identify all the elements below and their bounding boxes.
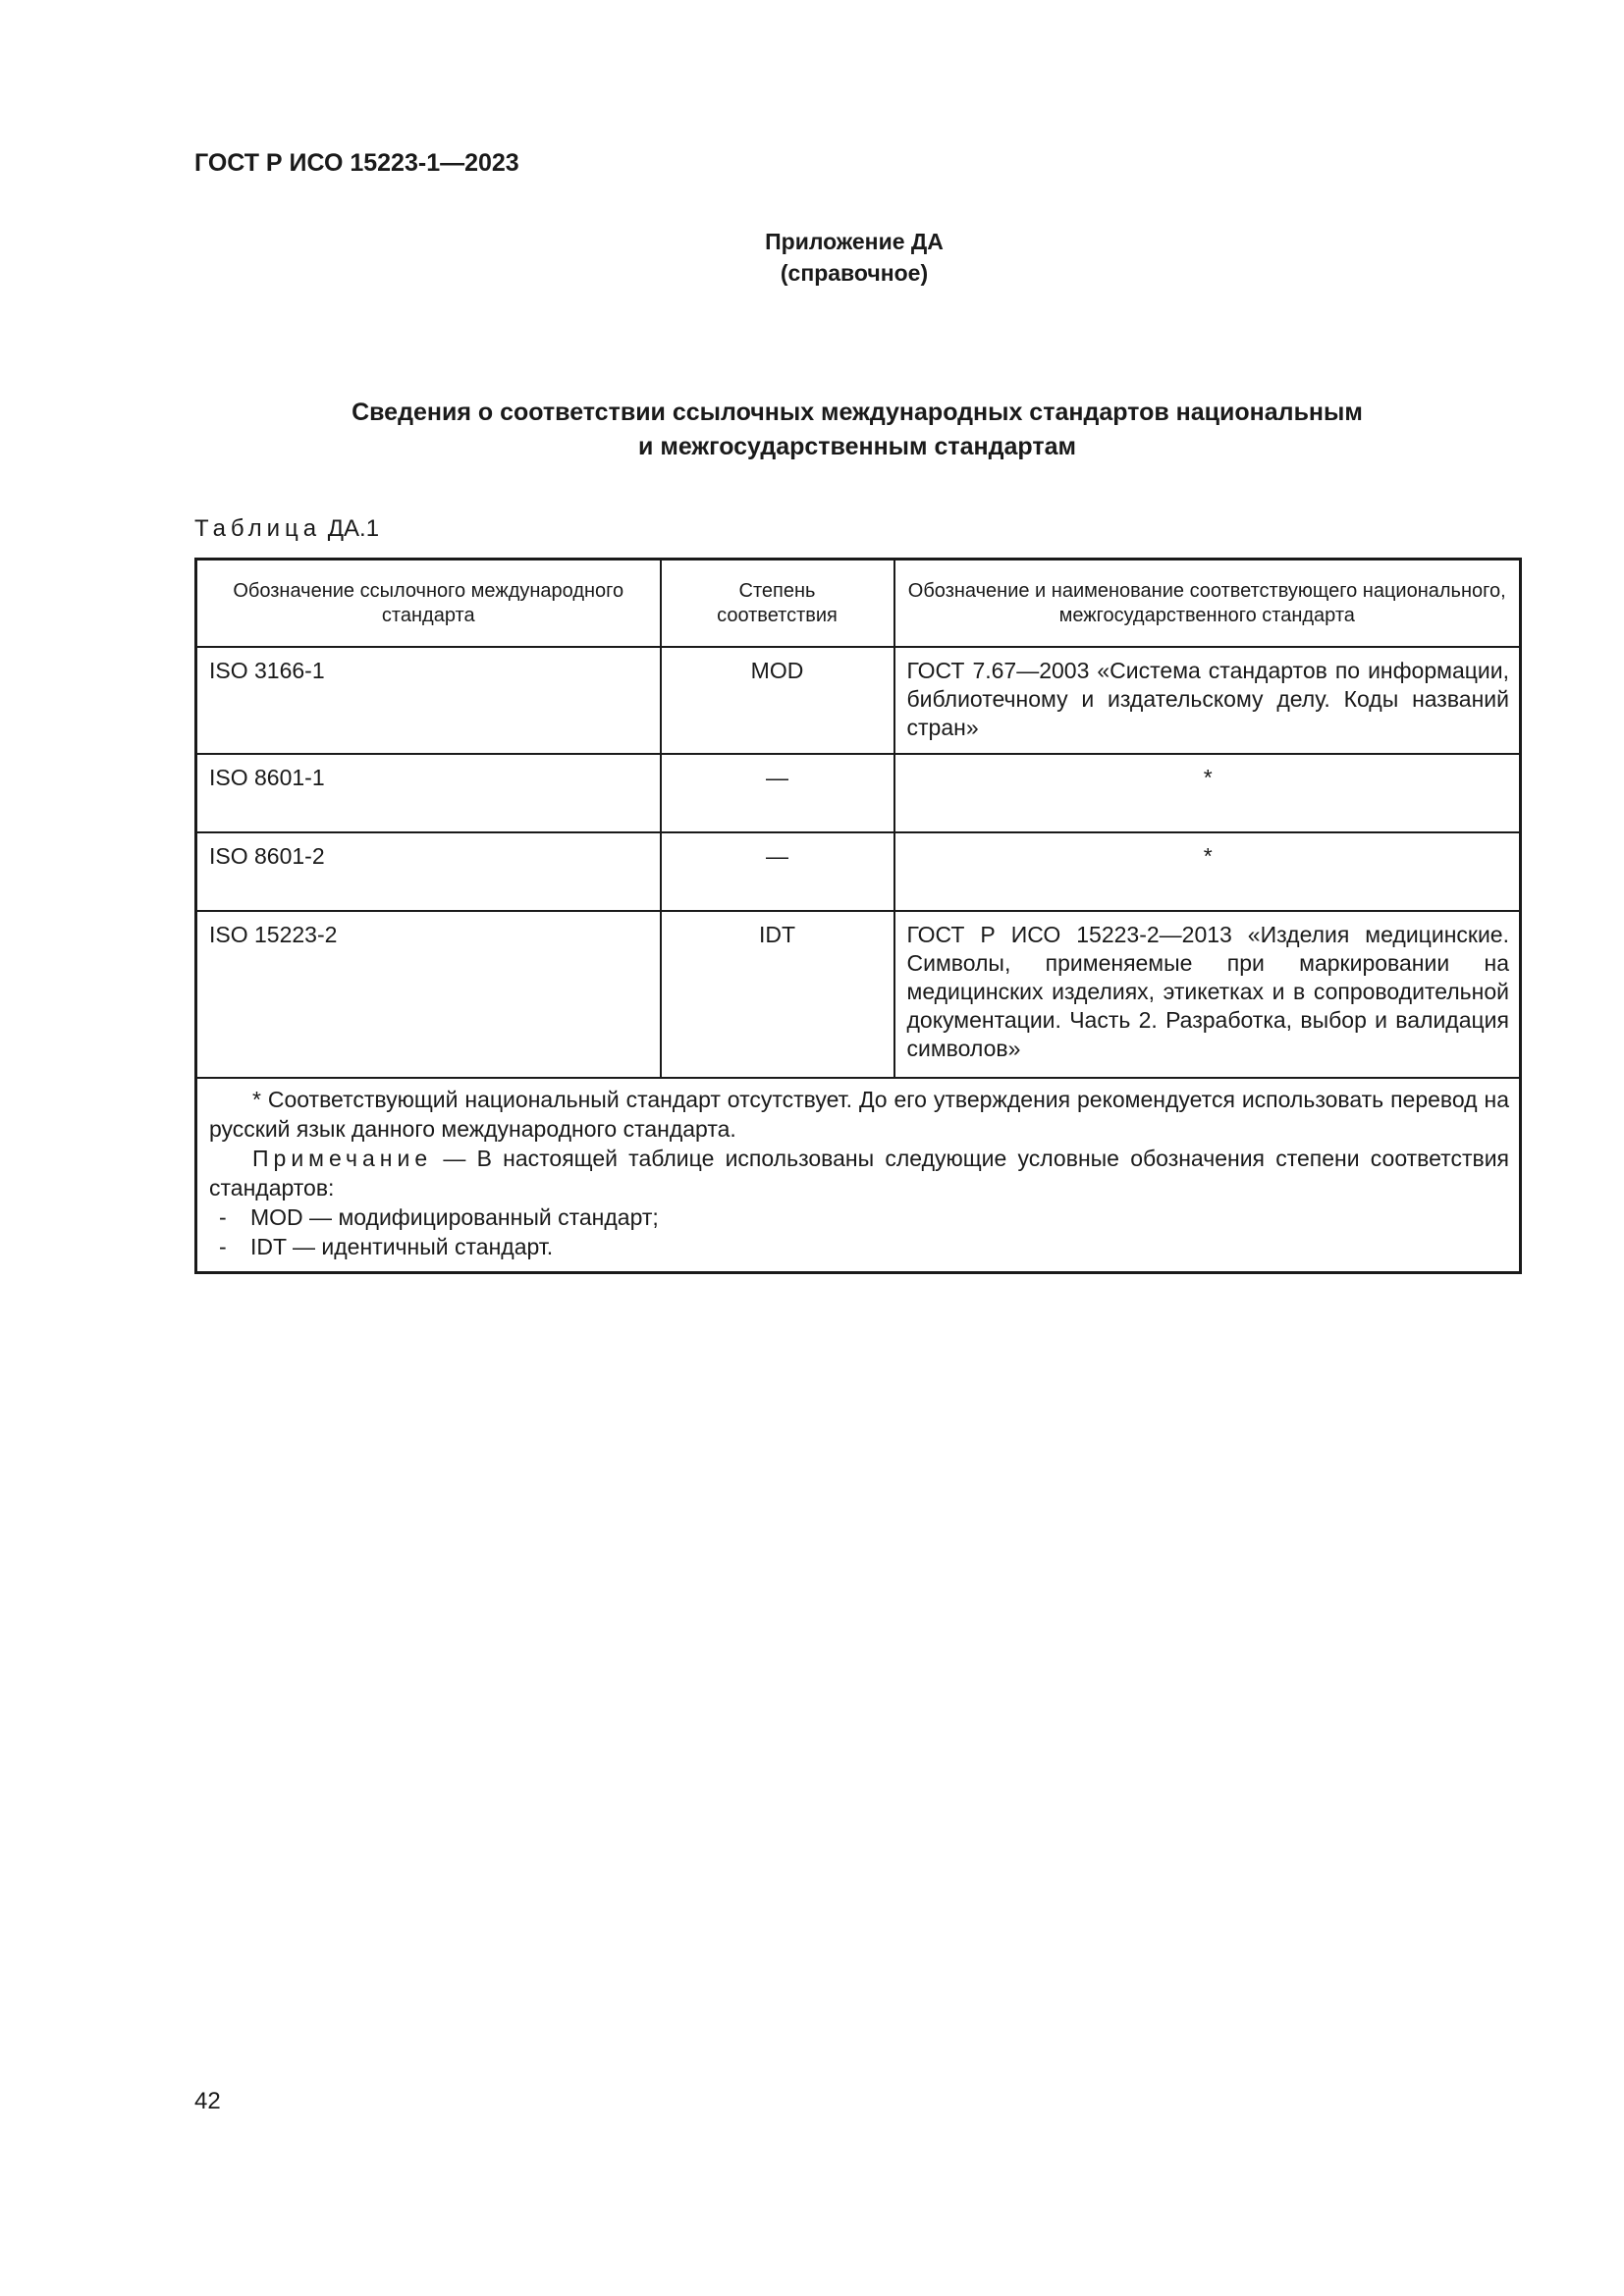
note-item (209, 1232, 1509, 1261)
table-row (196, 754, 1521, 832)
table-footnote-cell (196, 1078, 1521, 1273)
cell-degree: MOD (661, 647, 894, 754)
table-row (196, 832, 1521, 911)
table-row (196, 911, 1521, 1078)
note-item-text: MOD — модифицированный стандарт; (250, 1204, 659, 1230)
section-title-line-1: Сведения о соответствии ссылочных международных стандартов национальным (352, 399, 1363, 426)
cell-standard: ISO 3166-1 (196, 647, 661, 754)
cell-national: * (894, 832, 1521, 911)
cell-national: * (894, 754, 1521, 832)
note (209, 1144, 1509, 1202)
table-caption-word: Таблица (194, 515, 322, 542)
cell-national: ГОСТ 7.67—2003 «Система стандартов по информации, библиотечному и издательскому делу. Коды названий стран» (894, 647, 1521, 754)
appendix-subtitle: (справочное) (780, 260, 929, 286)
appendix-title: Приложение ДА (765, 229, 944, 254)
page-number: 42 (194, 2088, 221, 2114)
footnote: * Соответствующий национальный стандарт отсутствует. До его утверждения рекомендуется использовать перевод на русский язык данного международного стандарта. (209, 1087, 1509, 1142)
section-title-line-2: и межгосударственным стандартам (638, 433, 1076, 460)
cell-degree: — (661, 754, 894, 832)
header-international-standard: Обозначение ссылочного международного стандарта (196, 560, 661, 648)
note-item (209, 1202, 1509, 1232)
table-footer-row (196, 1078, 1521, 1273)
table-header-row (196, 560, 1521, 648)
cell-standard: ISO 15223-2 (196, 911, 661, 1078)
note-item-dash: - (219, 1234, 227, 1259)
note-label: Примечание (252, 1146, 433, 1171)
cell-standard: ISO 8601-2 (196, 832, 661, 911)
table-caption-number: ДА.1 (327, 515, 380, 542)
cell-degree: — (661, 832, 894, 911)
cell-national: ГОСТ Р ИСО 15223-2—2013 «Изделия медицинские. Символы, применяемые при маркировании на медицинских изделиях, этикетках и в сопроводительной документации. Часть 2. Разработка, выбор и валидация символов» (894, 911, 1521, 1078)
cell-degree: IDT (661, 911, 894, 1078)
standards-table (194, 558, 1522, 1274)
note-text: — В настоящей таблице использованы следующие условные обозначения степени соответствия стандартов: (209, 1146, 1509, 1201)
header-national-standard: Обозначение и наименование соответствующего национального, межгосударственного стандарта (894, 560, 1521, 648)
appendix-heading (0, 226, 1624, 289)
note-item-dash: - (219, 1204, 227, 1230)
table-caption (194, 515, 379, 543)
section-title (194, 396, 1520, 464)
header-degree: Степень соответствия (661, 560, 894, 648)
document-code: ГОСТ Р ИСО 15223-1—2023 (194, 149, 519, 177)
table-row (196, 647, 1521, 754)
cell-standard: ISO 8601-1 (196, 754, 661, 832)
note-item-text: IDT — идентичный стандарт. (250, 1234, 554, 1259)
